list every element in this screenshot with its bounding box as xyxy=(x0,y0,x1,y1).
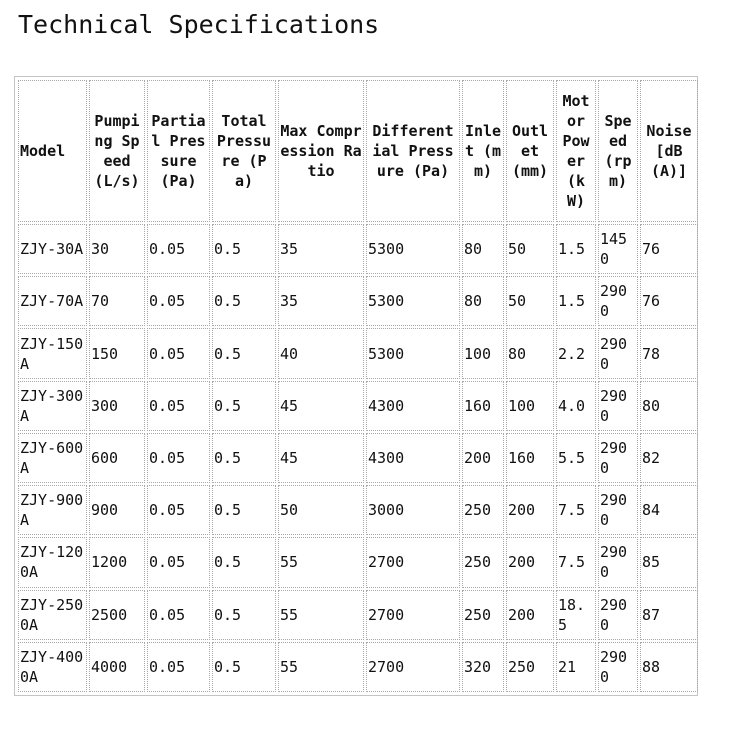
table-cell: 2700 xyxy=(366,590,460,640)
table-cell: 2900 xyxy=(598,537,638,587)
table-cell: 50 xyxy=(506,224,554,274)
table-cell: 7.5 xyxy=(556,485,596,535)
table-cell: 250 xyxy=(506,642,554,692)
table-cell: 3000 xyxy=(366,485,460,535)
table-cell: 2.2 xyxy=(556,328,596,378)
table-cell: 2900 xyxy=(598,642,638,692)
column-header: Motor Power (kW) xyxy=(556,80,596,222)
model-cell: ZJY-900A xyxy=(18,485,87,535)
table-cell: 0.05 xyxy=(147,642,210,692)
table-cell: 2900 xyxy=(598,276,638,326)
table-cell: 70 xyxy=(89,276,145,326)
table-cell: 150 xyxy=(89,328,145,378)
table-cell: 250 xyxy=(462,537,504,587)
table-cell: 250 xyxy=(462,590,504,640)
column-header: Max Compression Ratio xyxy=(278,80,364,222)
table-cell: 55 xyxy=(278,642,364,692)
model-cell: ZJY-1200A xyxy=(18,537,87,587)
table-cell: 18.5 xyxy=(556,590,596,640)
table-cell: 2900 xyxy=(598,381,638,431)
column-header: Pumping Speed (L/s) xyxy=(89,80,145,222)
table-row xyxy=(18,276,698,326)
table-row xyxy=(18,224,698,274)
table-cell: 2700 xyxy=(366,537,460,587)
model-cell: ZJY-600A xyxy=(18,433,87,483)
table-cell: 87 xyxy=(640,590,698,640)
table-cell: 0.5 xyxy=(212,381,276,431)
table-cell: 80 xyxy=(640,381,698,431)
table-cell: 0.05 xyxy=(147,276,210,326)
table-cell: 5300 xyxy=(366,276,460,326)
table-cell: 35 xyxy=(278,224,364,274)
table-cell: 1200 xyxy=(89,537,145,587)
spec-table-container xyxy=(14,76,698,696)
table-cell: 0.05 xyxy=(147,224,210,274)
table-body xyxy=(18,224,698,692)
table-cell: 0.05 xyxy=(147,537,210,587)
table-cell: 0.5 xyxy=(212,537,276,587)
table-cell: 0.5 xyxy=(212,328,276,378)
table-cell: 78 xyxy=(640,328,698,378)
table-cell: 80 xyxy=(506,328,554,378)
table-cell: 40 xyxy=(278,328,364,378)
table-cell: 0.05 xyxy=(147,328,210,378)
column-header: Inlet (mm) xyxy=(462,80,504,222)
table-cell: 160 xyxy=(462,381,504,431)
table-row xyxy=(18,485,698,535)
table-cell: 1.5 xyxy=(556,224,596,274)
table-cell: 50 xyxy=(506,276,554,326)
table-cell: 250 xyxy=(462,485,504,535)
column-header: Speed (rpm) xyxy=(598,80,638,222)
table-cell: 88 xyxy=(640,642,698,692)
table-row xyxy=(18,590,698,640)
table-row xyxy=(18,381,698,431)
column-header: Differential Pressure (Pa) xyxy=(366,80,460,222)
table-cell: 600 xyxy=(89,433,145,483)
table-header-row xyxy=(18,80,698,222)
table-cell: 200 xyxy=(506,590,554,640)
table-cell: 5300 xyxy=(366,224,460,274)
table-cell: 100 xyxy=(462,328,504,378)
table-cell: 45 xyxy=(278,433,364,483)
table-row xyxy=(18,537,698,587)
model-cell: ZJY-300A xyxy=(18,381,87,431)
table-cell: 0.05 xyxy=(147,485,210,535)
column-header: Noise [dB(A)] xyxy=(640,80,698,222)
table-cell: 200 xyxy=(462,433,504,483)
table-cell: 100 xyxy=(506,381,554,431)
table-cell: 5.5 xyxy=(556,433,596,483)
spec-table xyxy=(16,78,700,694)
table-cell: 160 xyxy=(506,433,554,483)
table-cell: 0.5 xyxy=(212,433,276,483)
table-cell: 80 xyxy=(462,224,504,274)
table-cell: 0.5 xyxy=(212,224,276,274)
table-cell: 0.05 xyxy=(147,433,210,483)
column-header: Model xyxy=(18,80,87,222)
table-cell: 0.05 xyxy=(147,590,210,640)
table-cell: 2900 xyxy=(598,590,638,640)
table-cell: 0.5 xyxy=(212,590,276,640)
table-cell: 900 xyxy=(89,485,145,535)
table-cell: 320 xyxy=(462,642,504,692)
table-cell: 35 xyxy=(278,276,364,326)
column-header: Outlet (mm) xyxy=(506,80,554,222)
table-cell: 2900 xyxy=(598,328,638,378)
table-cell: 0.5 xyxy=(212,485,276,535)
model-cell: ZJY-2500A xyxy=(18,590,87,640)
table-cell: 76 xyxy=(640,276,698,326)
table-row xyxy=(18,642,698,692)
table-cell: 300 xyxy=(89,381,145,431)
table-cell: 0.05 xyxy=(147,381,210,431)
table-cell: 55 xyxy=(278,537,364,587)
table-cell: 2900 xyxy=(598,433,638,483)
model-cell: ZJY-4000A xyxy=(18,642,87,692)
table-cell: 0.5 xyxy=(212,642,276,692)
model-cell: ZJY-30A xyxy=(18,224,87,274)
table-cell: 85 xyxy=(640,537,698,587)
column-header: Partial Pressure (Pa) xyxy=(147,80,210,222)
table-cell: 5300 xyxy=(366,328,460,378)
table-cell: 4.0 xyxy=(556,381,596,431)
table-cell: 21 xyxy=(556,642,596,692)
table-cell: 55 xyxy=(278,590,364,640)
table-cell: 2900 xyxy=(598,485,638,535)
table-cell: 84 xyxy=(640,485,698,535)
table-cell: 2500 xyxy=(89,590,145,640)
table-row xyxy=(18,328,698,378)
table-cell: 4000 xyxy=(89,642,145,692)
table-cell: 0.5 xyxy=(212,276,276,326)
column-header: Total Pressure (Pa) xyxy=(212,80,276,222)
table-cell: 1.5 xyxy=(556,276,596,326)
table-cell: 4300 xyxy=(366,381,460,431)
model-cell: ZJY-150A xyxy=(18,328,87,378)
table-cell: 45 xyxy=(278,381,364,431)
table-cell: 4300 xyxy=(366,433,460,483)
table-cell: 200 xyxy=(506,537,554,587)
table-cell: 30 xyxy=(89,224,145,274)
table-cell: 2700 xyxy=(366,642,460,692)
table-cell: 7.5 xyxy=(556,537,596,587)
table-cell: 82 xyxy=(640,433,698,483)
model-cell: ZJY-70A xyxy=(18,276,87,326)
table-cell: 50 xyxy=(278,485,364,535)
page-title: Technical Specifications xyxy=(18,10,380,39)
table-cell: 80 xyxy=(462,276,504,326)
table-row xyxy=(18,433,698,483)
table-cell: 76 xyxy=(640,224,698,274)
table-cell: 200 xyxy=(506,485,554,535)
table-cell: 1450 xyxy=(598,224,638,274)
